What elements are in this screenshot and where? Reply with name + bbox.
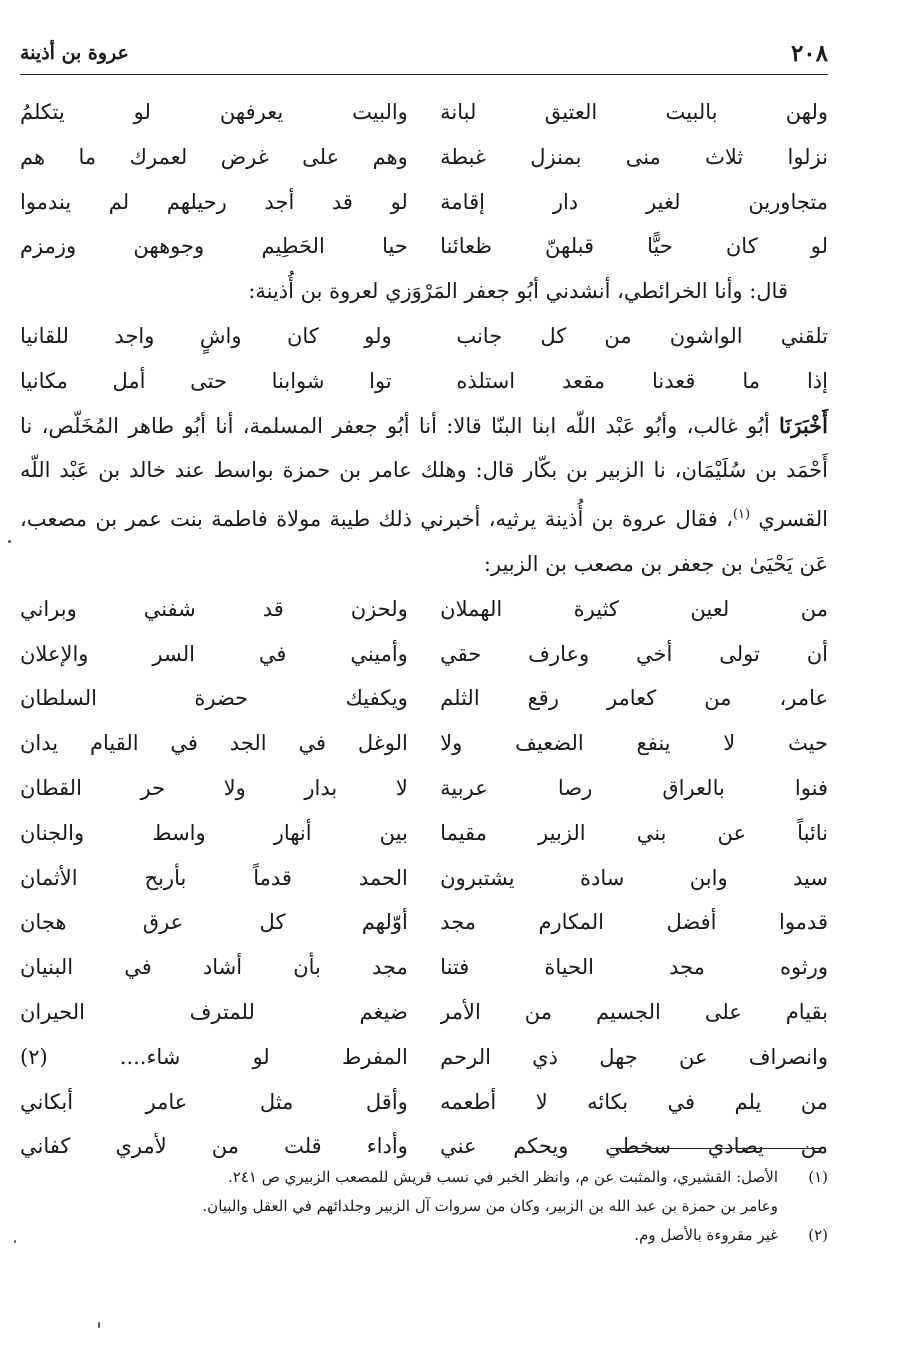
footnote-1 [20,1163,828,1192]
verse-line [20,224,828,269]
second-hemistich: أوّلهم كل عرق هجان [20,910,408,935]
verse-line [20,900,828,945]
narration-text-1: أبُو غالب، وأبُو عَبْد اللّه ابنا البنّا قالا: أنا أبُو جعفر المسلمة، أنا أبُو طاهر المُخَلّص، نا أَحْمَد بن سُلَيْمَان، نا الزبير بن بكّار قال: وهلك عامر بن حمزة بواسط عند خالد بن عَبْد اللّه القسري [20,413,828,532]
verse-line [20,766,828,811]
narration-lead-word: أَخْبَرَنَا [779,412,828,438]
scan-speck [8,540,11,543]
main-text [20,90,828,1169]
verse-line [20,676,828,721]
footnote-number: (١) [808,1168,828,1186]
first-hemistich: فنوا بالعراق رصا عربية [440,775,828,800]
first-hemistich: حيث لا ينفع الضعيف ولا [440,731,828,756]
second-hemistich: مجد بأن أشاد في البنيان [20,955,408,980]
footnote-1-continuation [20,1192,828,1221]
verse-line [20,135,828,180]
footnote-2 [20,1221,828,1250]
first-hemistich: من يلم في بكائه لا أطعمه [440,1089,828,1114]
footnote-separator [610,1148,820,1149]
second-hemistich: ضيغم للمترف الحيران [20,999,408,1024]
footnote-ref-1: (١) [732,507,751,523]
first-hemistich: نزلوا ثلاث منى بمنزل غبطة [440,144,828,169]
first-hemistich: أن تولى أخي وعارف حقي [440,641,828,666]
footnote-number: (٢) [808,1226,828,1244]
second-hemistich: لا بدار ولا حر القطان [20,775,408,800]
first-hemistich: ورثوه مجد الحياة فتنا [440,955,828,980]
second-hemistich: المفرط لو شاء.... (٢) [20,1044,408,1069]
second-hemistich: توا شوابنا حتى أمل مكانيا [20,368,392,393]
first-hemistich: تلقني الواشون من كل جانب [456,323,828,348]
verse-line [20,587,828,632]
page-number: ٢٠٨ [790,40,828,67]
header-rule [20,74,828,75]
second-hemistich: وأقل مثل عامر أبكاني [20,1089,408,1114]
poem-2 [20,314,828,404]
second-hemistich: وأداء قلت من لأمري كفاني [20,1134,408,1159]
poem-3 [20,587,828,1169]
narration-paragraph [20,404,828,587]
verse-line [20,945,828,990]
first-hemistich: إذا ما قعدنا مقعد استلذه [456,368,828,393]
first-hemistich: من يصادي سخطي ويحكم عني [440,1134,828,1159]
first-hemistich: من لعين كثيرة الهملان [440,596,828,621]
verse-line [20,856,828,901]
running-title: عروة بن أذينة [20,42,129,64]
footnote-text: غير مقروءة بالأصل وم. [634,1226,778,1244]
verse-line [20,990,828,1035]
first-hemistich: ولهن بالبيت العتيق لبانة [440,100,828,124]
scan-speck [98,1322,100,1328]
first-hemistich: بقيام على الجسيم من الأمر [440,999,828,1024]
first-hemistich: عامر، من كعامر رقع الثلم [440,686,828,711]
verse-line [20,314,828,359]
verse-line [20,721,828,766]
verse-line [20,1080,828,1125]
second-hemistich: الوغل في الجد في القيام يدان [20,731,408,756]
footnote-text: الأصل: القشيري، والمثبت عن م، وانظر الخبر في نسب قريش للمصعب الزبيري ص ٢٤١. [228,1168,778,1186]
verse-line [20,632,828,677]
second-hemistich: حيا الحَطِيم وجوههن وزمزم [20,234,408,259]
verse-line [20,90,828,135]
first-hemistich: وانصراف عن جهل ذي الرحم [440,1044,828,1069]
second-hemistich: والبيت يعرفهن لو يتكلمُ [20,100,408,124]
scan-speck [14,1240,16,1243]
verse-line [20,1035,828,1080]
verse-line [20,359,828,404]
narration-text-2: ، فقال عروة بن أُذينة يرثيه، أخبرني ذلك طيبة مولاة فاطمة بنت عمر بن مصعب، عَن يَحْيَىٰ بن جعفر بن مصعب بن الزبير: [20,507,828,576]
second-hemistich: ولحزن قد شفني وبراني [20,596,408,621]
second-hemistich: بين أنهار واسط والجنان [20,820,408,845]
first-hemistich: نائباً عن بني الزبير مقيما [440,820,828,845]
verse-line [20,811,828,856]
poem-2-intro: قال: وأنا الخرائطي، أنشدني أبُو جعفر المَرْوَزي لعروة بن أُذينة: [248,279,788,304]
page-header [20,40,828,76]
first-hemistich: متجاورين لغير دار إقامة [440,189,828,214]
second-hemistich: ويكفيك حضرة السلطان [20,686,408,711]
second-hemistich: ولو كان واشٍ واجد للقانيا [20,323,392,348]
first-hemistich: لو كان حيًّا قبلهنّ ظعائنا [440,234,828,259]
first-hemistich: قدموا أفضل المكارم مجد [440,910,828,935]
second-hemistich: لو قد أجد رحيلهم لم يندموا [20,189,408,214]
second-hemistich: الحمد قدماً بأربح الأثمان [20,865,408,890]
poem-1 [20,90,828,269]
second-hemistich: وهم على غرض لعمرك ما هم [20,144,408,169]
footnote-text: وعامر بن حمزة بن عبد الله بن الزبير، وكان من سروات آل الزبير وجلدائهم في العقل والبيان. [202,1197,778,1215]
verse-line [20,180,828,225]
footnotes [20,1163,828,1250]
first-hemistich: سيد وابن سادة يشتبرون [440,865,828,890]
second-hemistich: وأميني في السر والإعلان [20,641,408,666]
